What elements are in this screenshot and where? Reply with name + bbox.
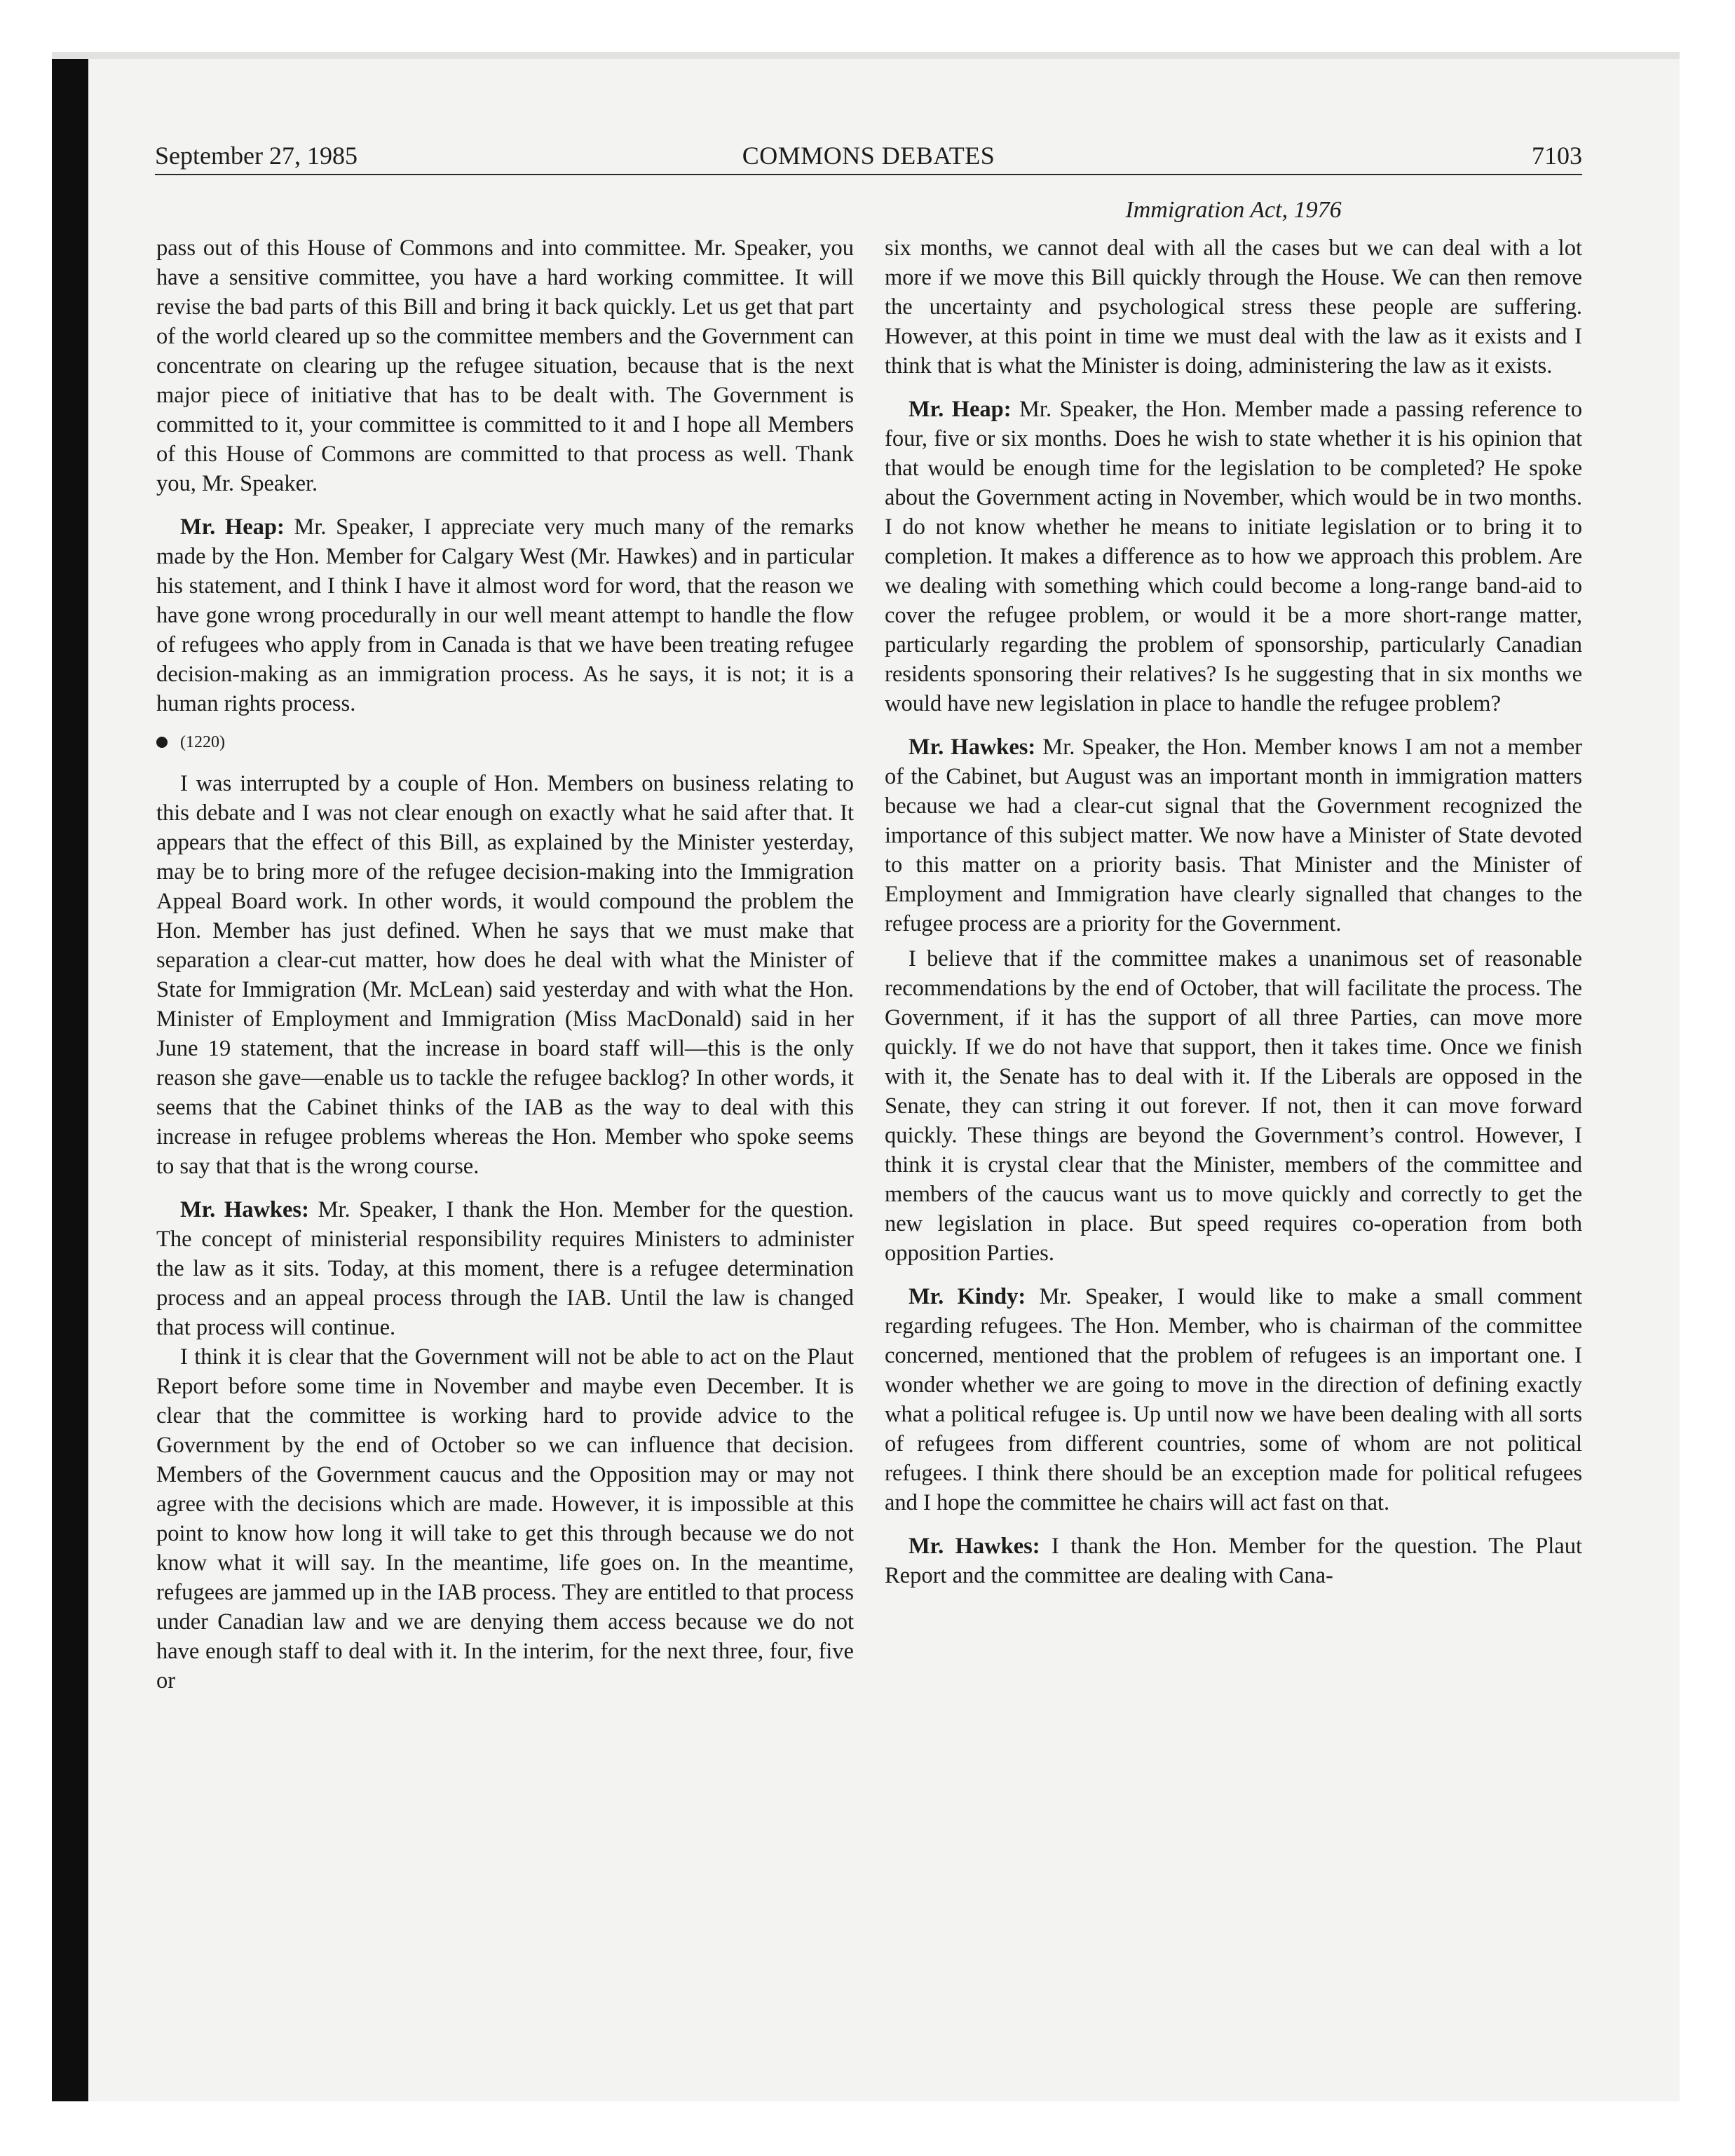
header-publication: COMMONS DEBATES [742, 142, 995, 170]
left-column [156, 233, 854, 1696]
speech-text: Mr. Speaker, I would like to make a small comment regarding refugees. The Hon. Member, who is chairman of the committee concerned, mentioned that the problem of refugees is an important one. I wonder whether we are going to move in the direction of defining exactly what a political refugee is. Up until now we have been dealing with all sorts of refugees from different countries, some of whom are not political refugees. I think there should be an exception made for political refugees and I hope the committee he chairs will act fast on that. [885, 1284, 1582, 1515]
paragraph [885, 1531, 1582, 1590]
speaker-name: Mr. Heap: [180, 514, 285, 540]
speech-text: Mr. Speaker, I thank the Hon. Member for the question. The concept of ministerial responsibility requires Ministers to administer the law as it sits. Today, at this moment, there is a refugee determination process and an appeal process through the IAB. Until the law is changed that process will continue. [156, 1197, 854, 1340]
speech-text: Mr. Speaker, the Hon. Member knows I am not a member of the Cabinet, but August was an important month in immigration matters because we had a clear-cut signal that the Government recognized the importance of this subject matter. We now have a Minister of State devoted to this matter on a priority basis. That Minister and the Minister of Employment and Immigration have clearly signalled that changes to the refugee process are a priority for the Government. [885, 735, 1583, 936]
paragraph [885, 395, 1582, 718]
paragraph [156, 512, 854, 718]
speaker-name: Mr. Hawkes: [909, 735, 1036, 760]
speaker-name: Mr. Kindy: [909, 1284, 1026, 1309]
bullet-icon [156, 737, 168, 748]
paragraph: I was interrupted by a couple of Hon. Members on business relating to this debate and I was not clear enough on exactly what he said after that. It appears that the effect of this Bill, as explained by the Minister yesterday, may be to bring more of the refugee decision-making into the Immigration Appeal Board work. In other words, it would compound the problem the Hon. Member has just defined. When he says that we must make that separation a clear-cut matter, how does he deal with what the Minister of State for Immigration (Mr. McLean) said yesterday and with what the Hon. Minister of Employment and Immigration (Miss MacDonald) said in her June 19 statement, that the increase in board staff will—this is the only reason she gave—enable us to tackle the refugee backlog? In other words, it seems that the Cabinet thinks of the IAB as the way to deal with this increase in refugee problems whereas the Hon. Member who spoke seems to say that that is the wrong course. [156, 771, 854, 1179]
paragraph: I think it is clear that the Government will not be able to act on the Plaut Report before some time in November and maybe even December. It is clear that the committee is working hard to provide advice to the Government by the end of October so we can influence that decision. Members of the Government caucus and the Opposition may or may not agree with the decisions which are made. However, it is impossible at this point to know how long it will take to get this through because we do not know what it will say. In the meantime, life goes on. In the meantime, refugees are jammed up in the IAB process. They are entitled to that process under Canadian law and we are denying them access because we do not have enough staff to deal with it. In the interim, for the next three, four, five or [156, 1344, 854, 1693]
time-marker-label: (1220) [180, 733, 225, 751]
paragraph: I believe that if the committee makes a unanimous set of reasonable recommendations by the end of October, that will facilitate the process. The Government, if it has the support of all three Parties, can move more quickly. If we do not have that support, then it takes time. Once we finish with it, the Senate has to deal with it. If the Liberals are opposed in the Senate, they can string it out forever. If not, then it can move forward quickly. These things are beyond the Government’s control. However, I think it is crystal clear that the Minister, members of the committee and members of the caucus want us to move quickly and correctly to get the new legislation in place. But speed requires co-operation from both opposition Parties. [885, 946, 1582, 1266]
speech-text: I thank the Hon. Member for the question. The Plaut Report and the committee are dealing with Cana- [885, 1534, 1582, 1588]
paragraph [885, 1282, 1582, 1517]
speaker-name: Mr. Hawkes: [180, 1197, 309, 1222]
paragraph [885, 732, 1582, 939]
paragraph: six months, we cannot deal with all the cases but we can deal with a lot more if we move this Bill quickly through the House. We can then remove the uncertainty and psychological stress these people are suffering. However, at this point in time we must deal with the law as it exists and I think that is what the Minister is doing, administering the law as it exists. [885, 236, 1582, 378]
header-page-number: 7103 [1532, 142, 1582, 170]
right-column [885, 233, 1582, 1590]
time-marker [156, 728, 854, 756]
header-rule [155, 174, 1582, 175]
scan-edge-shadow [52, 52, 88, 2101]
section-title: Immigration Act, 1976 [1125, 197, 1342, 223]
paragraph: pass out of this House of Commons and into committee. Mr. Speaker, you have a sensitive committee, you have a hard working committee. It will revise the bad parts of this Bill and bring it back quickly. Let us get that part of the world cleared up so the committee members and the Government can concentrate on clearing up the refugee situation, because that is the next major piece of initiative that has to be dealt with. The Government is committed to it, your committee is committed to it and I hope all Members of this House of Commons are committed to that process as well. Thank you, Mr. Speaker. [156, 236, 854, 496]
speaker-name: Mr. Hawkes: [909, 1534, 1040, 1559]
speech-text: Mr. Speaker, I appreciate very much many of the remarks made by the Hon. Member for Calgary West (Mr. Hawkes) and in particular his statement, and I think I have it almost word for word, that the reason we have gone wrong procedurally in our well meant attempt to handle the flow of refugees who apply from in Canada is that we have been treating refugee decision-making as an immigration process. As he says, it is not; it is a human rights process. [156, 514, 854, 716]
header-date: September 27, 1985 [155, 142, 358, 170]
paragraph [156, 1195, 854, 1342]
speech-text: Mr. Speaker, the Hon. Member made a passing reference to four, five or six months. Does he wish to state whether it is his opinion that that would be enough time for the legislation to be completed? He spoke about the Government acting in November, which would be in two months. I do not know whether he means to initiate legislation or to bring it to completion. It makes a difference as to how we approach this problem. Are we dealing with something which could become a long-range band-aid to cover the refugee problem, or would it be a more short-range matter, particularly regarding the problem of sponsorship, particularly Canadian residents sponsoring their relatives? Is he suggesting that in six months we would have new legislation in place to handle the refugee problem? [885, 397, 1582, 716]
running-head [155, 140, 1582, 171]
scan-edge-top [52, 52, 1680, 59]
speaker-name: Mr. Heap: [909, 397, 1012, 422]
